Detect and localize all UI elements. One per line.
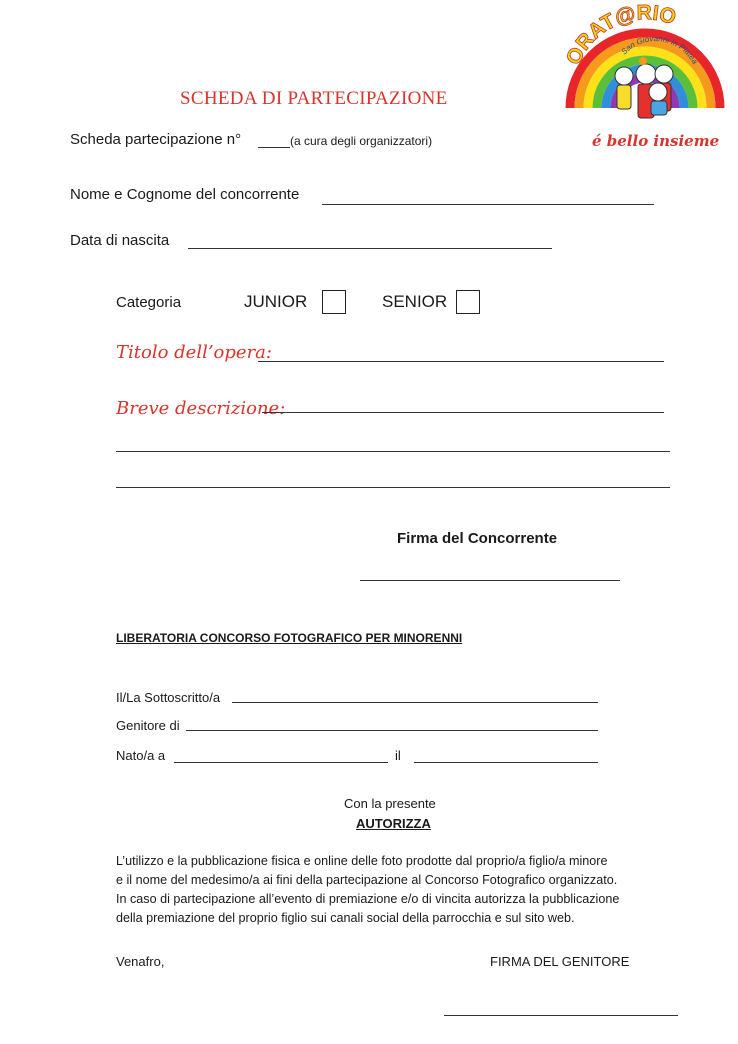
nato-label: Nato/a a	[116, 748, 166, 763]
il-field[interactable]	[414, 762, 598, 763]
categoria-label: Categoria	[116, 294, 182, 311]
page-title: SCHEDA DI PARTECIPAZIONE	[180, 88, 448, 109]
data-field[interactable]	[188, 248, 552, 249]
descrizione-field-3[interactable]	[116, 487, 670, 488]
paragraph-line-4: della premiazione del proprio figlio sui canali social della parrocchia e sul sito web.	[116, 911, 575, 925]
firma-concorrente-label: Firma del Concorrente	[397, 530, 558, 547]
logo-sub-text: San Giovanni in Platea	[619, 34, 700, 66]
genitore-field[interactable]	[186, 730, 598, 731]
titolo-field[interactable]	[258, 361, 664, 362]
luogo-label: Venafro,	[116, 954, 165, 969]
senior-label: SENIOR	[382, 292, 448, 311]
firma-genitore-field[interactable]	[444, 1015, 678, 1016]
firma-genitore-label: FIRMA DEL GENITORE	[490, 954, 630, 969]
genitore-label: Genitore di	[116, 718, 180, 733]
junior-checkbox[interactable]	[322, 290, 346, 314]
il-label: il	[395, 748, 401, 763]
nome-label: Nome e Cognome del concorrente	[70, 186, 300, 203]
con-presente: Con la presente	[344, 796, 436, 811]
autorizza-heading: AUTORIZZA	[356, 816, 431, 831]
descrizione-label: Breve descrizione:	[116, 398, 286, 419]
paragraph-line-2: e il nome del medesimo/a ai fini della partecipazione al Concorso Fotografico organizzato.	[116, 873, 618, 887]
paragraph-line-1: L’utilizzo e la pubblicazione fisica e online delle foto prodotte dal proprio/a figlio/a minore	[116, 854, 608, 868]
senior-checkbox[interactable]	[456, 290, 480, 314]
numero-label: Scheda partecipazione n°	[70, 131, 242, 148]
nato-field[interactable]	[174, 762, 388, 763]
logo-arc-text: ORAT@RIO	[562, 4, 679, 69]
autorizza-paragraph	[116, 852, 676, 928]
junior-label: JUNIOR	[244, 292, 308, 311]
oratorio-logo	[562, 4, 728, 164]
data-label: Data di nascita	[70, 232, 170, 249]
sottoscritto-label: Il/La Sottoscritto/a	[116, 690, 221, 705]
descrizione-field-2[interactable]	[116, 451, 670, 452]
liberatoria-heading: LIBERATORIA CONCORSO FOTOGRAFICO PER MINORENNI	[116, 631, 463, 645]
sottoscritto-field[interactable]	[232, 702, 598, 703]
numero-note: (a cura degli organizzatori)	[290, 134, 433, 148]
titolo-label: Titolo dell’opera:	[116, 342, 272, 363]
firma-concorrente-field[interactable]	[360, 580, 620, 581]
descrizione-field-1[interactable]	[262, 412, 664, 413]
numero-field[interactable]	[258, 147, 290, 148]
logo-tagline: é bello insieme	[592, 132, 720, 150]
paragraph-line-3: In caso di partecipazione all’evento di premiazione e/o di vincita autorizza la pubblicazione	[116, 892, 620, 906]
nome-field[interactable]	[322, 204, 654, 205]
rainbow-kids-logo-icon	[562, 4, 728, 164]
